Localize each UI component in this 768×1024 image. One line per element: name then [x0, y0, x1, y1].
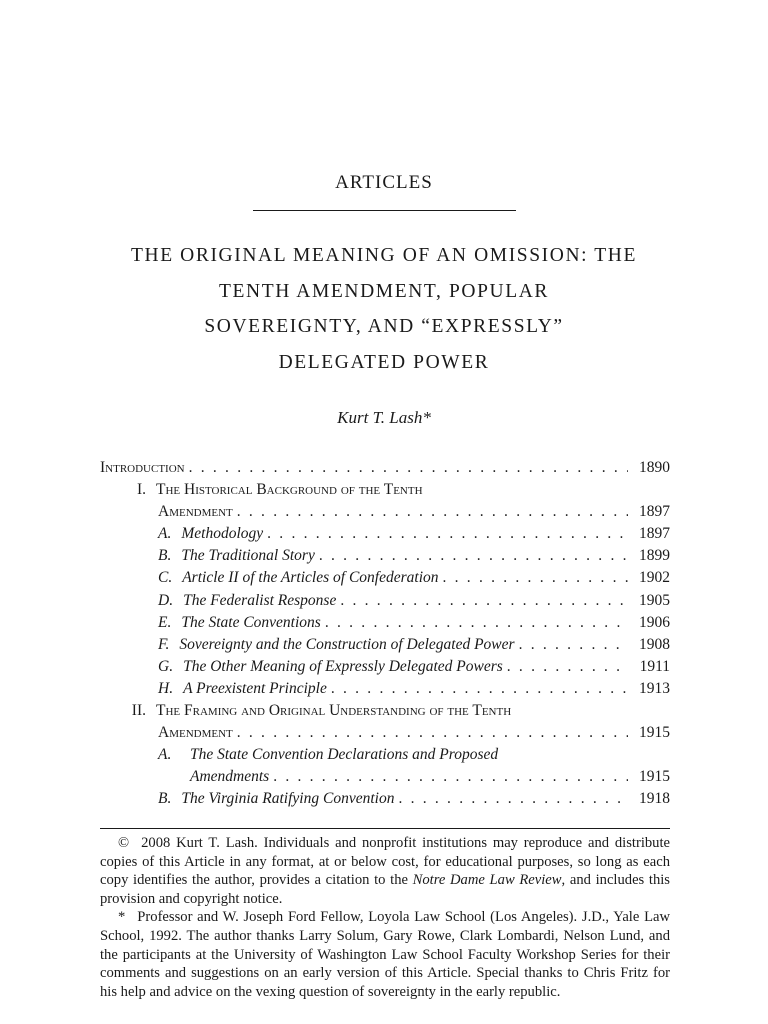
toc-page: 1890 [639, 459, 670, 476]
toc-label: Article II of the Articles of Confederation [182, 569, 439, 587]
toc-letter: B. [158, 790, 172, 808]
toc-page: 1915 [639, 724, 670, 742]
toc-letter: H. [158, 679, 174, 697]
toc-label: The Traditional Story [181, 547, 315, 565]
toc-letter: E. [158, 613, 172, 631]
toc-leader [189, 457, 628, 479]
toc-label: A Preexistent Principle [183, 679, 327, 697]
toc-page: 1915 [639, 768, 670, 786]
toc-letter: A. [158, 746, 172, 764]
toc-entry-1a[interactable] [100, 523, 670, 545]
toc-leader [273, 766, 628, 788]
footnote-author [100, 908, 670, 1001]
toc-page: 1899 [639, 547, 670, 565]
toc-leader [443, 567, 629, 589]
toc-label: The State Conventions [181, 613, 321, 631]
toc-page: 1897 [639, 503, 670, 521]
toc-label: Methodology [181, 525, 264, 543]
table-of-contents [100, 457, 670, 811]
section-rule [253, 210, 516, 211]
toc-page: 1897 [639, 525, 670, 543]
toc-letter: A. [158, 525, 172, 543]
footnote-text: Professor and W. Joseph Ford Fellow, Loyola Law School (Los Angeles). J.D., Yale Law School, 1992. The author thanks Larry Solum, Gary Rowe, Clark Lombardi, Nelson Lund, and the participants at the University of Washington Law School Faculty Workshop Series for their comments and suggestions on an early version of this Article. Special thanks to Chris Fritz for his help and advice on the vexing question of sovereignty in the early republic. [100, 909, 670, 1000]
toc-letter: G. [158, 657, 174, 675]
toc-entry-1b[interactable] [100, 545, 670, 567]
copyright-symbol: © [118, 835, 130, 851]
toc-entry-part-1-cont[interactable] [100, 501, 670, 523]
toc-page: 1911 [639, 657, 670, 675]
toc-entry-1g[interactable] [100, 656, 670, 678]
author-byline: Kurt T. Lash* [337, 408, 431, 427]
toc-leader [325, 612, 628, 634]
toc-entry-part-2[interactable] [100, 700, 670, 722]
toc-label: Amendments [190, 768, 270, 786]
toc-entry-1c[interactable] [100, 567, 670, 589]
toc-entry-1e[interactable] [100, 612, 670, 634]
toc-letter: D. [158, 591, 174, 609]
toc-leader [519, 634, 628, 656]
toc-leader [237, 501, 628, 523]
asterisk-symbol: * [118, 909, 126, 926]
toc-leader [398, 788, 628, 810]
toc-entry-part-2-cont[interactable] [100, 722, 670, 744]
toc-entry-2b[interactable] [100, 788, 670, 810]
toc-label: The State Convention Declarations and Proposed [190, 746, 499, 764]
toc-leader [319, 545, 628, 567]
toc-page: 1913 [639, 679, 670, 697]
footnote-text: 2008 Kurt T. Lash. Individuals and nonprofit institutions may reproduce and distribute copies of this Article in any format, at or below cost, for educational purposes, so long as each copy identifies the author, provides a citation to the [100, 835, 670, 889]
toc-page: 1906 [639, 613, 670, 631]
article-title [90, 238, 678, 380]
toc-entry-1f[interactable] [100, 634, 670, 656]
toc-numeral: II. [131, 702, 146, 720]
toc-label: The Framing and Original Understanding of the Tenth [156, 702, 512, 720]
journal-name: Notre Dame Law Review [412, 872, 562, 889]
toc-page: 1905 [639, 591, 670, 609]
toc-label: The Other Meaning of Expressly Delegated Powers [183, 657, 503, 675]
toc-page: 1902 [639, 569, 670, 587]
section-label: ARTICLES [335, 172, 433, 193]
toc-entry-introduction[interactable] [100, 457, 670, 479]
title-line: THE ORIGINAL MEANING OF AN OMISSION: THE [131, 245, 637, 266]
footnote-text: , and includes this provision and copyright notice. [100, 872, 670, 907]
title-line: TENTH AMENDMENT, POPULAR [219, 280, 549, 302]
toc-letter: C. [158, 569, 173, 587]
toc-label: The Virginia Ratifying Convention [181, 790, 395, 808]
toc-label: Amendment [158, 503, 233, 521]
toc-leader [507, 656, 628, 678]
toc-label: Amendment [158, 724, 233, 742]
toc-leader [340, 590, 628, 612]
toc-letter: B. [158, 547, 172, 565]
toc-entry-part-1[interactable] [100, 479, 670, 501]
toc-entry-1h[interactable] [100, 678, 670, 700]
toc-label: Introduction [100, 459, 185, 476]
toc-label: The Historical Background of the Tenth [156, 481, 423, 499]
toc-entry-2a[interactable] [100, 744, 670, 766]
toc-numeral: I. [136, 481, 146, 499]
footnote-copyright [100, 834, 670, 908]
toc-page: 1908 [639, 635, 670, 653]
toc-label: Sovereignty and the Construction of Delegated Power [179, 635, 515, 653]
toc-leader [237, 722, 628, 744]
toc-entry-1d[interactable] [100, 590, 670, 612]
toc-entry-2a-cont[interactable] [100, 766, 670, 788]
toc-label: The Federalist Response [183, 591, 337, 609]
footnotes [100, 828, 670, 1001]
title-line: DELEGATED POWER [278, 351, 490, 373]
title-line: SOVEREIGNTY, AND “EXPRESSLY” [204, 316, 564, 337]
toc-page: 1918 [639, 790, 670, 808]
toc-leader [267, 523, 628, 545]
toc-leader [331, 678, 628, 700]
toc-letter: F. [158, 635, 170, 653]
